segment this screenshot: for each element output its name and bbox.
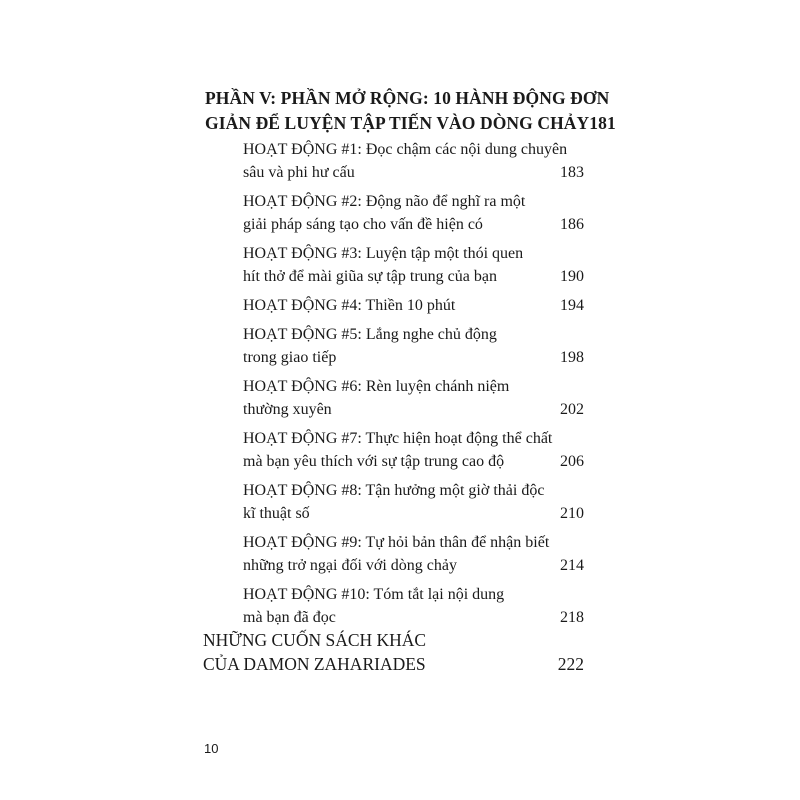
- other-books-line1: NHỮNG CUỐN SÁCH KHÁC: [203, 630, 427, 650]
- toc-entry-activity-4: [243, 294, 584, 317]
- other-books-entry: [203, 628, 584, 676]
- toc-entry-activity-8: [243, 479, 584, 525]
- entry-page-number: 183: [560, 164, 584, 181]
- entry-row: [243, 502, 584, 525]
- part-v-page-number: 181: [589, 113, 616, 133]
- footer-page-number: 10: [204, 741, 219, 756]
- entry-title-line1: HOẠT ĐỘNG #8: Tận hưởng một giờ thải độc: [243, 482, 545, 499]
- part-v-heading: [205, 86, 616, 136]
- toc-entry-activity-7: [243, 427, 584, 473]
- entry-title-line2: những trở ngại đối với dòng chảy: [243, 557, 458, 574]
- entry-title-line1: HOẠT ĐỘNG #5: Lắng nghe chủ động: [243, 326, 497, 343]
- entry-title-line2: kĩ thuật số: [243, 505, 310, 522]
- toc-entry-activity-5: [243, 323, 584, 369]
- entry-row: [243, 450, 584, 473]
- entry-title-line1: HOẠT ĐỘNG #7: Thực hiện hoạt động thể chất: [243, 430, 553, 447]
- entry-row: [243, 161, 584, 184]
- entry-row: [243, 265, 584, 288]
- entry-title-line2: mà bạn yêu thích với sự tập trung cao độ: [243, 453, 505, 470]
- toc-entry-activity-1: [243, 138, 584, 184]
- entry-row: [243, 398, 584, 421]
- entry-title-line2: sâu và phi hư cấu: [243, 164, 355, 181]
- entry-row: [243, 294, 584, 317]
- toc-entry-activity-6: [243, 375, 584, 421]
- entry-title-line2: hít thở để mài giũa sự tập trung của bạn: [243, 268, 497, 285]
- activity-list: [243, 138, 584, 635]
- toc-entry-activity-3: [243, 242, 584, 288]
- entry-title-line1: HOẠT ĐỘNG #3: Luyện tập một thói quen: [243, 245, 524, 262]
- entry-title-line2: mà bạn đã đọc: [243, 609, 336, 626]
- entry-title-line1: HOẠT ĐỘNG #6: Rèn luyện chánh niệm: [243, 378, 510, 395]
- toc-entry-activity-10: [243, 583, 584, 629]
- toc-entry-activity-9: [243, 531, 584, 577]
- entry-page-number: 202: [560, 401, 584, 418]
- entry-page-number: 206: [560, 453, 584, 470]
- entry-page-number: 186: [560, 216, 584, 233]
- entry-title-line1: HOẠT ĐỘNG #4: Thiền 10 phút: [243, 297, 456, 314]
- entry-title-line1: HOẠT ĐỘNG #10: Tóm tắt lại nội dung: [243, 586, 505, 603]
- entry-title-line2: thường xuyên: [243, 401, 332, 418]
- entry-title-line2: trong giao tiếp: [243, 349, 337, 366]
- part-v-heading-row: [205, 111, 616, 136]
- entry-page-number: 218: [560, 609, 584, 626]
- other-books-row: [203, 652, 584, 676]
- entry-row: [243, 346, 584, 369]
- part-v-heading-line1: PHẦN V: PHẦN MỞ RỘNG: 10 HÀNH ĐỘNG ĐƠN: [205, 88, 610, 108]
- part-v-heading-line2: GIẢN ĐỂ LUYỆN TẬP TIẾN VÀO DÒNG CHẢY: [205, 113, 590, 133]
- entry-row: [243, 554, 584, 577]
- entry-title-line2: giải pháp sáng tạo cho vấn đề hiện có: [243, 216, 483, 233]
- entry-page-number: 214: [560, 557, 584, 574]
- entry-title-line1: HOẠT ĐỘNG #2: Động não để nghĩ ra một: [243, 193, 526, 210]
- entry-page-number: 198: [560, 349, 584, 366]
- toc-entry-activity-2: [243, 190, 584, 236]
- other-books-line2: CỦA DAMON ZAHARIADES: [203, 654, 426, 674]
- entry-page-number: 190: [560, 268, 584, 285]
- entry-row: [243, 213, 584, 236]
- other-books-page-number: 222: [557, 654, 584, 674]
- entry-page-number: 194: [560, 297, 584, 314]
- entry-title-line1: HOẠT ĐỘNG #1: Đọc chậm các nội dung chuyên: [243, 141, 568, 158]
- entry-page-number: 210: [560, 505, 584, 522]
- entry-row: [243, 606, 584, 629]
- entry-title-line1: HOẠT ĐỘNG #9: Tự hỏi bản thân để nhận biết: [243, 534, 550, 551]
